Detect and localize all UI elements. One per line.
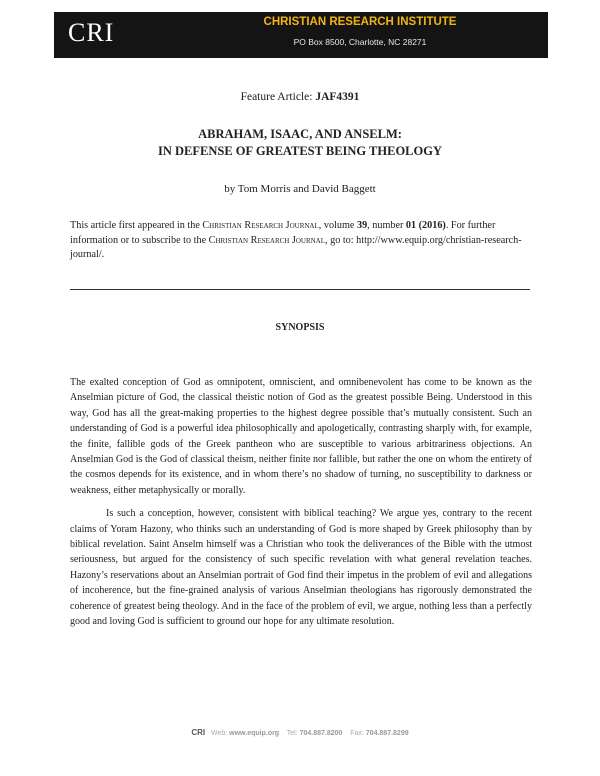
issue-year: (2016)	[418, 220, 446, 231]
footer-fax: 704.887.8299	[365, 730, 409, 737]
feature-article-label	[0, 91, 600, 103]
issue-number: 01	[405, 220, 417, 231]
footer-fax-label: Fax:	[350, 730, 364, 737]
notice-text-3: , number	[367, 220, 406, 231]
footer-org: CRI	[191, 728, 206, 737]
feature-id: JAF4391	[315, 91, 360, 103]
divider	[70, 289, 530, 290]
footer-tel-label: Tel:	[286, 730, 298, 737]
notice-text-4: . For further information or to subscribe to the	[70, 220, 496, 246]
notice-text-2: , volume	[318, 220, 357, 231]
footer-tel: 704.887.8200	[299, 730, 343, 737]
notice-text-1: This article first appeared in the	[70, 220, 203, 231]
cri-logo: CRI	[68, 18, 115, 47]
feature-label-text: Feature Article:	[240, 91, 313, 103]
synopsis-paragraph-1: The exalted conception of God as omnipotent, omniscient, and omnibenevolent has come to be known as the Anselmian picture of God, the classical theistic notion of God as the greatest possible Being. Understood in this way, God has all the great-making properties to the highest degree possible that’s mutually consistent. Such an understanding of God is a powerful idea philosophically and apologetically, contrasting sharply with, for example, the finite, fallible gods of the Greek pantheon who are susceptible to various arbitrariness objections. An Anselmian God is the God of classical theism, neither finite nor fallible, but rather the one on whom the entirety of the cosmos depends for its existence, and in whom there’s no shadow of turning, no susceptibility to darkness or weakness, either metaphysically or morally.	[70, 377, 532, 496]
notice-text-5: , go to: http://www.equip.org/christian-research-journal/.	[70, 234, 522, 260]
publication-notice	[70, 219, 540, 263]
synopsis-paragraph-2: Is such a conception, however, consistent with biblical teaching? We argue yes, contrary to the recent claims of Yoram Hazony, who thinks such an understanding of God is more shaped by Greek philosophy than by biblical revelation. Saint Anselm himself was a Christian who took the deliverances of the Bible with the utmost seriousness, but argued for the consistency of such specific revelation with what general revelation teaches. Hazony’s reservations about an Anselmian portrait of God find their impetus in the problem of evil and allegations of incoherence, but the fine-grained analysis of various Anselmian theologians has rigorously demonstrated the coherence of greatest being theology. And in the face of the problem of evil, we argue, nothing less than a perfectly good and loving God is sufficient to ground our hope for any ultimate resolution.	[70, 508, 532, 628]
byline: by Tom Morris and David Baggett	[224, 183, 376, 195]
footer-web-label: Web:	[211, 730, 228, 737]
title-line-2: IN DEFENSE OF GREATEST BEING THEOLOGY	[158, 144, 442, 158]
org-name: CHRISTIAN RESEARCH INSTITUTE	[263, 16, 457, 28]
article-title	[0, 126, 600, 160]
org-address: PO Box 8500, Charlotte, NC 28271	[293, 37, 427, 47]
volume-number: 39	[356, 220, 368, 231]
synopsis-body	[70, 375, 532, 638]
journal-name: Christian Research Journal	[202, 220, 319, 231]
journal-name-2: Christian Research Journal	[208, 234, 326, 246]
synopsis-heading: SYNOPSIS	[275, 322, 325, 333]
footer	[0, 728, 600, 737]
footer-web: www.equip.org	[229, 730, 280, 737]
title-line-1: ABRAHAM, ISAAC, AND ANSELM:	[198, 127, 402, 141]
